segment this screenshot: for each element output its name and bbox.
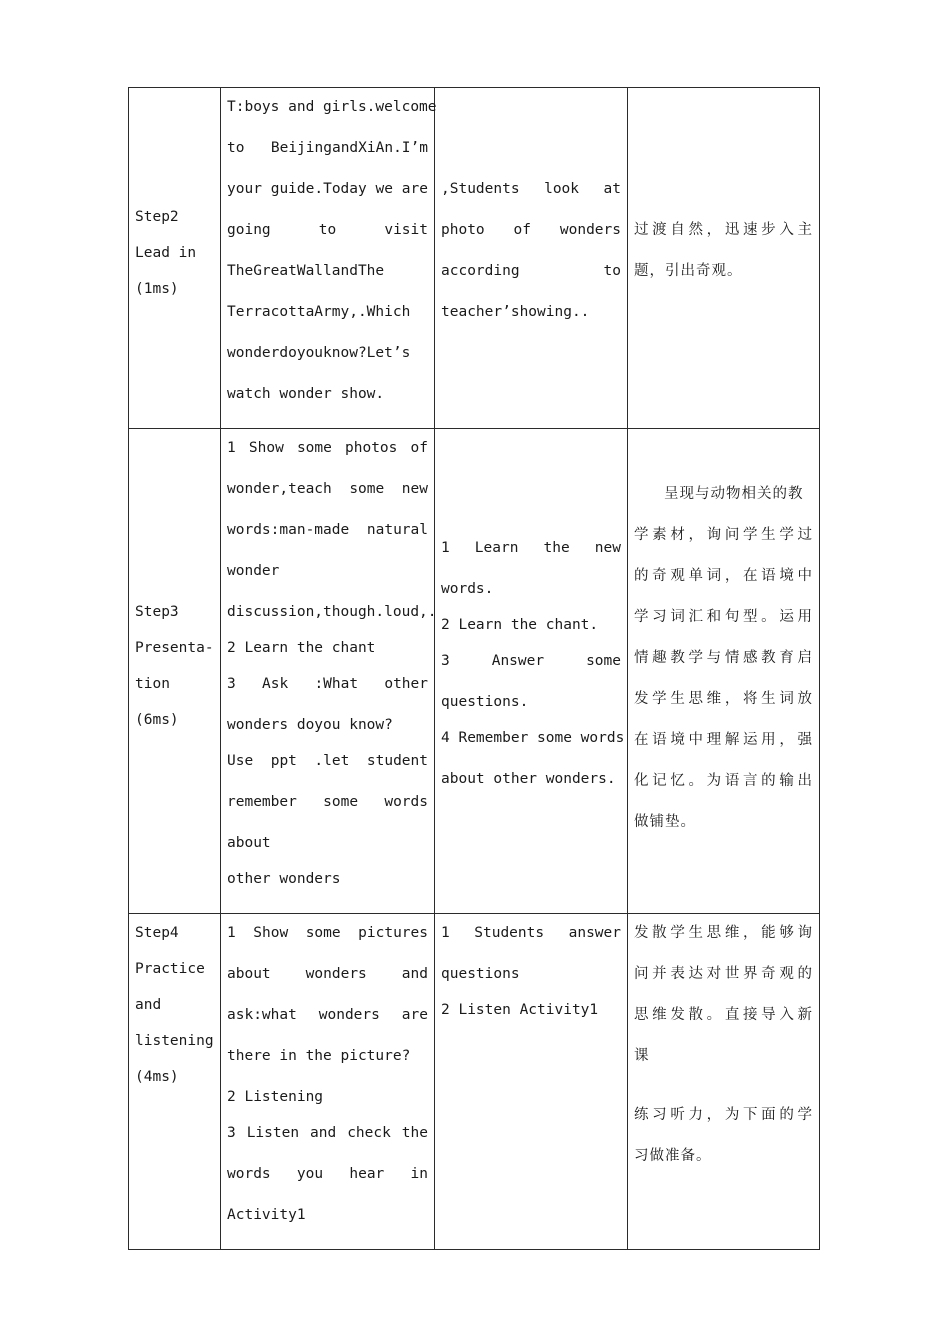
step-cell: [129, 88, 221, 429]
text-line: 2 Listen Activity1: [441, 1002, 599, 1018]
text-line: going to visit: [227, 222, 428, 238]
text-line: wonderdoyouknow?Let’s: [227, 345, 411, 361]
step-cell: [129, 429, 221, 914]
text-line: 2 Learn the chant.: [441, 617, 599, 633]
text-line: 问并表达对世界奇观的: [634, 966, 813, 982]
text-line: 的奇观单词，在语境中: [634, 568, 813, 584]
table-row-step3: [129, 429, 820, 914]
text-line: 呈现与动物相关的教: [664, 486, 804, 502]
step-title-cont: and: [135, 997, 162, 1013]
text-line: 3 Listen and check the: [227, 1125, 428, 1141]
text-line: photo of wonders: [441, 222, 621, 238]
text-line: 2 Learn the chant: [227, 640, 376, 656]
text-line: about wonders and: [227, 966, 428, 982]
text-line: 3 Ask :What other: [227, 676, 428, 692]
text-line: discussion,though.loud,.: [227, 604, 437, 620]
text-line: there in the picture?: [227, 1048, 411, 1064]
step-label: Step2: [135, 209, 179, 225]
purpose-cell: [628, 914, 820, 1250]
text-line: wonder,teach some new: [227, 481, 428, 497]
step-title: Practice: [135, 961, 205, 977]
text-line: 习做准备。: [634, 1148, 712, 1164]
text-line: 化记忆。为语言的输出: [634, 773, 813, 789]
text-line: about: [227, 835, 271, 851]
text-line: questions: [441, 966, 520, 982]
table-row-step4: [129, 914, 820, 1250]
text-line: about other wonders.: [441, 771, 616, 787]
purpose-cell: [628, 88, 820, 429]
text-line: words you hear in: [227, 1166, 428, 1182]
text-line: questions.: [441, 694, 529, 710]
text-line: 做铺垫。: [634, 814, 696, 830]
teacher-activity-cell: [221, 88, 435, 429]
text-line: 发学生思维，将生词放: [634, 691, 813, 707]
student-activity-cell: [435, 914, 628, 1250]
step-duration: (1ms): [135, 281, 179, 297]
purpose-cell: [628, 429, 820, 914]
text-line: watch wonder show.: [227, 386, 385, 402]
teacher-activity-cell: [221, 429, 435, 914]
step-title: Lead in: [135, 245, 197, 261]
text-line: TerracottaArmy,.Which: [227, 304, 411, 320]
text-line: words.: [441, 581, 494, 597]
teacher-activity-cell: [221, 914, 435, 1250]
text-line: wonder: [227, 563, 280, 579]
text-line: your guide.Today we are: [227, 181, 428, 197]
text-line: 学习词汇和句型。运用: [634, 609, 813, 625]
text-line: 学素材，询问学生学过: [634, 527, 813, 543]
text-line: 1 Show some pictures: [227, 925, 428, 941]
text-line: according to: [441, 263, 621, 279]
text-line: ,Students look at: [441, 181, 621, 197]
step-title-cont: listening: [135, 1033, 214, 1049]
text-line: teacher’showing..: [441, 304, 590, 320]
text-line: 情趣教学与情感教育启: [634, 650, 813, 666]
step-label: Step3: [135, 604, 179, 620]
table-row-step2: [129, 88, 820, 429]
text-line: Activity1: [227, 1207, 306, 1223]
step-cell: [129, 914, 221, 1250]
text-line: to BeijingandXiAn.I’m: [227, 140, 428, 156]
lesson-plan-table: [128, 87, 820, 1250]
text-line: ask:what wonders are: [227, 1007, 428, 1023]
text-line: Use ppt .let student: [227, 753, 428, 769]
step-title-cont: tion: [135, 676, 170, 692]
text-line: remember some words: [227, 794, 428, 810]
text-line: wonders doyou know?: [227, 717, 393, 733]
step-label: Step4: [135, 925, 179, 941]
text-line: 题，引出奇观。: [634, 263, 743, 279]
student-activity-cell: [435, 88, 628, 429]
text-line: 1 Show some photos of: [227, 440, 428, 456]
text-line: T:boys and girls.welcome: [227, 99, 437, 115]
text-line: 课: [634, 1048, 650, 1064]
step-title: Presenta-: [135, 640, 214, 656]
text-line: 4 Remember some words: [441, 730, 625, 746]
text-line: 3 Answer some: [441, 653, 621, 669]
text-line: 1 Learn the new: [441, 540, 621, 556]
text-line: TheGreatWallandThe: [227, 263, 385, 279]
text-line: 1 Students answer: [441, 925, 621, 941]
text-line: words:man-made natural: [227, 522, 428, 538]
step-duration: (6ms): [135, 712, 179, 728]
text-line: 过渡自然，迅速步入主: [634, 222, 813, 238]
text-line: 练习听力，为下面的学: [634, 1107, 813, 1123]
text-line: 发散学生思维，能够询: [634, 925, 813, 941]
student-activity-cell: [435, 429, 628, 914]
text-line: other wonders: [227, 871, 341, 887]
step-duration: (4ms): [135, 1069, 179, 1085]
text-line: 思维发散。直接导入新: [634, 1007, 813, 1023]
text-line: 2 Listening: [227, 1089, 324, 1105]
text-line: 在语境中理解运用，强: [634, 732, 813, 748]
